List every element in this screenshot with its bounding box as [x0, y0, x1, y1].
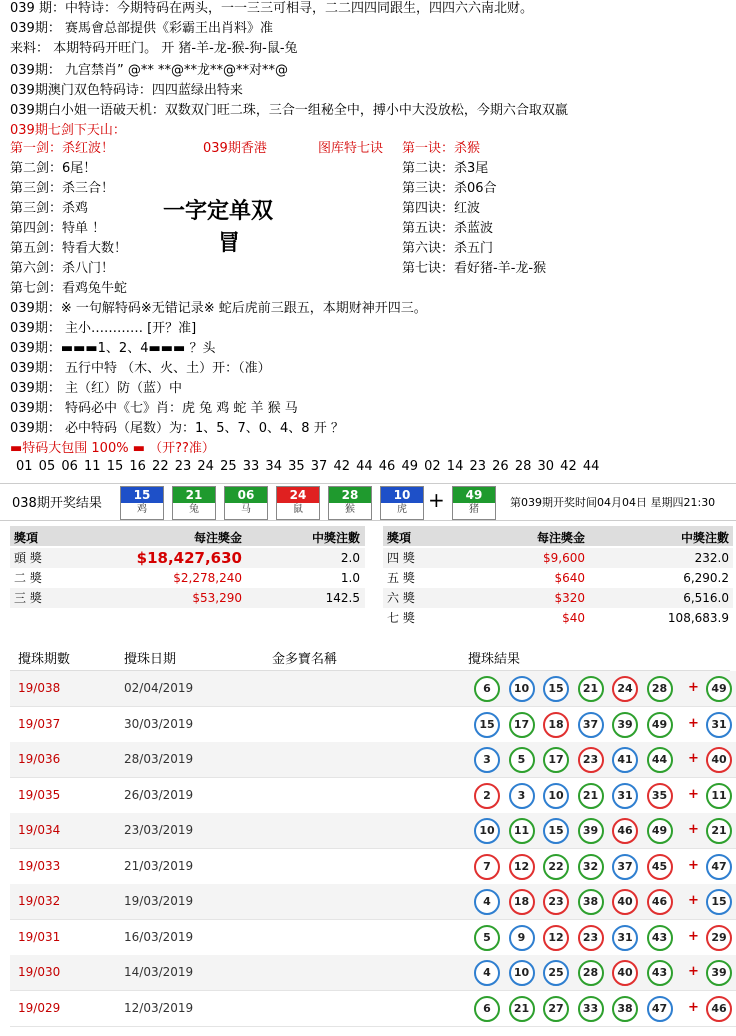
- right-column-line: 第一诀：杀猴: [402, 141, 481, 156]
- middle-label-1: 039期香港: [203, 141, 267, 156]
- plus-sign: +: [688, 786, 699, 802]
- result-number-ball: 46: [612, 818, 638, 844]
- prize-count: 142.5: [325, 591, 360, 605]
- result-number-ball: 45: [647, 854, 673, 880]
- result-ball: [328, 486, 372, 520]
- result-number-ball: 21: [578, 676, 604, 702]
- result-number-ball: 4: [474, 960, 500, 986]
- text-line: 039期澳门双色特码诗：四四蓝绿出特来: [10, 83, 243, 98]
- right-column-line: 第四诀：红波: [402, 201, 481, 216]
- prize-row: [10, 568, 365, 588]
- special-number-ball: 47: [706, 854, 732, 880]
- text-line: 039期： 五行中特 （木、火、土）开：（准）: [10, 361, 271, 376]
- header-result: 攪珠結果: [468, 652, 521, 667]
- text-line: 039期白小姐一语破天机：双数双门旺二珠，三合一组秘全中，搏小中大没放松，今期六合取双嬴: [10, 103, 568, 118]
- ball-number: 06: [225, 487, 267, 503]
- result-number-ball: 31: [612, 925, 638, 951]
- result-ball: [224, 486, 268, 520]
- text-line: 039期： 赛馬會总部提供《彩霸王出肖料》准: [10, 21, 273, 36]
- draw-period[interactable]: 19/038: [18, 681, 61, 695]
- text-line: 039期：※ 一句解特码※无错记录※ 蛇后虎前三跟五，本期财神开四三。: [10, 301, 427, 316]
- result-number-ball: 43: [647, 925, 673, 951]
- result-number-ball: 7: [474, 854, 500, 880]
- result-number-ball: 11: [509, 818, 535, 844]
- prize-name: 頭 獎: [14, 551, 42, 565]
- prize-count: 1.0: [340, 571, 360, 585]
- prize-amount: $18,427,630: [136, 549, 242, 567]
- result-number-ball: 37: [612, 854, 638, 880]
- prize-header: 獎項 每注獎金 中獎注數: [10, 526, 365, 546]
- result-number-ball: 10: [474, 818, 500, 844]
- result-number-ball: 27: [543, 996, 569, 1022]
- result-number-ball: 17: [509, 712, 535, 738]
- plus-sign: +: [688, 999, 699, 1015]
- history-row: [10, 707, 736, 743]
- ball-zodiac: 鼠: [293, 504, 303, 515]
- draw-period[interactable]: 19/030: [18, 965, 61, 979]
- result-ball: [120, 486, 164, 520]
- result-number-ball: 15: [474, 712, 500, 738]
- special-number-ball: 21: [706, 818, 732, 844]
- history-row: [10, 742, 736, 778]
- result-bar: [0, 483, 736, 521]
- draw-period[interactable]: 19/037: [18, 716, 61, 731]
- prize-amount: $40: [562, 611, 585, 625]
- result-number-ball: 49: [647, 712, 673, 738]
- result-number-ball: 6: [474, 996, 500, 1022]
- history-row: [10, 955, 736, 991]
- plus-sign: +: [688, 822, 699, 837]
- text-line: 第一剑：杀红波！: [10, 141, 115, 156]
- result-number-ball: 40: [612, 889, 638, 915]
- history-row: [10, 920, 736, 956]
- prize-name: 二 獎: [14, 571, 42, 585]
- plus-sign: +: [688, 893, 699, 908]
- draw-date: 21/03/2019: [124, 858, 194, 873]
- prize-amount: $53,290: [192, 591, 242, 605]
- plus-sign: +: [688, 751, 699, 766]
- right-column-line: 第二诀：杀3尾: [402, 161, 489, 176]
- draw-period[interactable]: 19/035: [18, 787, 61, 802]
- draw-date: 28/03/2019: [124, 752, 194, 766]
- result-number-ball: 32: [578, 854, 604, 880]
- text-line: 第二剑：6尾！: [10, 161, 97, 176]
- prize-name: 六 獎: [387, 591, 415, 605]
- special-number-ball: 31: [706, 712, 732, 738]
- prize-count: 6,516.0: [683, 591, 729, 605]
- ball-zodiac: 兔: [189, 504, 199, 515]
- middle-label-2: 图库特七诀: [318, 141, 384, 156]
- text-line: 第三剑：杀三合！: [10, 181, 115, 196]
- result-number-ball: 33: [578, 996, 604, 1022]
- prize-amount: $9,600: [543, 551, 585, 565]
- ball-number: 10: [381, 487, 423, 503]
- draw-date: 12/03/2019: [124, 1000, 194, 1015]
- history-row: [10, 991, 736, 1027]
- right-column-line: 第七诀：看好猪-羊-龙-猴: [402, 261, 547, 276]
- result-ball: [380, 486, 424, 520]
- result-number-ball: 38: [578, 889, 604, 915]
- right-column-line: 第六诀：杀五门: [402, 241, 494, 256]
- result-number-ball: 37: [578, 712, 604, 738]
- result-number-ball: 15: [543, 818, 569, 844]
- text-line: 039期： 特码必中《七》肖：虎 兔 鸡 蛇 羊 猴 马: [10, 401, 298, 416]
- draw-period[interactable]: 19/033: [18, 858, 61, 873]
- text-line: 第四剑：特单 ！: [10, 221, 106, 236]
- result-ball: [276, 486, 320, 520]
- prize-name: 五 獎: [387, 571, 415, 585]
- plus-sign: +: [688, 964, 699, 979]
- special-number-ball: 39: [706, 960, 732, 986]
- result-number-ball: 38: [612, 996, 638, 1022]
- text-line: 039期： 主小………… [开？准]: [10, 321, 197, 336]
- history-row: [10, 884, 736, 920]
- history-row: [10, 671, 736, 707]
- ball-zodiac: 猪: [469, 504, 479, 515]
- result-number-ball: 39: [612, 712, 638, 738]
- text-line: 039期： 主（红）防（蓝）中: [10, 381, 182, 396]
- ball-number: 28: [329, 487, 371, 503]
- result-label: 038期开奖结果: [12, 496, 102, 511]
- result-number-ball: 2: [474, 783, 500, 809]
- draw-date: 26/03/2019: [124, 787, 194, 802]
- result-number-ball: 17: [543, 747, 569, 773]
- prize-name: 七 獎: [387, 611, 415, 625]
- prize-row: [383, 588, 733, 608]
- result-number-ball: 35: [647, 783, 673, 809]
- result-number-ball: 25: [543, 960, 569, 986]
- prize-row: [10, 588, 365, 608]
- special-number-ball: 49: [706, 676, 732, 702]
- prize-count: 108,683.9: [667, 611, 729, 625]
- result-number-ball: 28: [578, 960, 604, 986]
- plus-sign: +: [688, 857, 699, 873]
- result-number-ball: 12: [543, 925, 569, 951]
- special-number-ball: 15: [706, 889, 732, 915]
- history-row: [10, 778, 736, 814]
- result-number-ball: 21: [578, 783, 604, 809]
- result-number-ball: 39: [578, 818, 604, 844]
- prize-row: [383, 608, 733, 628]
- ball-zodiac: 鸡: [137, 504, 147, 515]
- right-column-line: 第三诀：杀06合: [402, 181, 497, 196]
- result-number-ball: 5: [509, 747, 535, 773]
- result-number-ball: 9: [509, 925, 535, 951]
- draw-date: 23/03/2019: [124, 823, 194, 837]
- headline-text: 一字定单双: [163, 199, 274, 224]
- result-number-ball: 15: [543, 676, 569, 702]
- prize-row: [10, 548, 365, 568]
- draw-period[interactable]: 19/034: [18, 823, 61, 837]
- result-number-ball: 10: [543, 783, 569, 809]
- next-draw-info: 第039期开奖时间04月04日 星期四21:30: [510, 496, 716, 509]
- ball-zodiac: 马: [241, 504, 251, 515]
- result-number-ball: 28: [647, 676, 673, 702]
- result-number-ball: 40: [612, 960, 638, 986]
- result-number-ball: 12: [509, 854, 535, 880]
- result-ball: [452, 486, 496, 520]
- plus-sign: +: [428, 488, 445, 512]
- text-line: 第六剑：杀八门！: [10, 261, 115, 276]
- prize-amount: $640: [554, 571, 585, 585]
- prize-amount: $2,278,240: [173, 571, 242, 585]
- prize-name: 三 獎: [14, 591, 42, 605]
- draw-date: 02/04/2019: [124, 681, 194, 695]
- result-number-ball: 21: [509, 996, 535, 1022]
- result-number-ball: 6: [474, 676, 500, 702]
- result-number-ball: 44: [647, 747, 673, 773]
- history-row: [10, 813, 736, 849]
- text-line: 039期七剑下天山：: [10, 123, 126, 138]
- ball-number: 21: [173, 487, 215, 503]
- draw-date: 16/03/2019: [124, 929, 194, 944]
- result-number-ball: 24: [612, 676, 638, 702]
- result-number-ball: 3: [474, 747, 500, 773]
- prize-count: 6,290.2: [683, 571, 729, 585]
- text-line: 第七剑：看鸡兔牛蛇: [10, 281, 128, 296]
- draw-period[interactable]: 19/029: [18, 1000, 61, 1015]
- prize-name: 四 獎: [387, 551, 415, 565]
- result-ball: [172, 486, 216, 520]
- prize-row: [383, 568, 733, 588]
- result-number-ball: 5: [474, 925, 500, 951]
- result-number-ball: 43: [647, 960, 673, 986]
- number-line: 01 05 06 11 15 16 22 23 24 25 33 34 35 37 42 44 46 49 02 14 23 26 28 30 42 44: [16, 459, 600, 474]
- text-line: 039期： 必中特码（尾数）为：1、5、7、0、4、8 开 ？: [10, 421, 344, 436]
- ball-number: 49: [453, 487, 495, 503]
- result-number-ball: 18: [509, 889, 535, 915]
- special-number-ball: 40: [706, 747, 732, 773]
- special-number-ball: 46: [706, 996, 732, 1022]
- text-line: 039期： 九宫禁肖” @** **@**龙**@**对**@: [10, 63, 288, 78]
- draw-period[interactable]: 19/036: [18, 752, 61, 766]
- result-number-ball: 3: [509, 783, 535, 809]
- text-line: 第三剑：杀鸡: [10, 201, 89, 216]
- special-number-ball: 11: [706, 783, 732, 809]
- result-number-ball: 46: [647, 889, 673, 915]
- result-number-ball: 18: [543, 712, 569, 738]
- result-number-ball: 10: [509, 960, 535, 986]
- result-number-ball: 22: [543, 854, 569, 880]
- result-number-ball: 41: [612, 747, 638, 773]
- text-line: 第五剑：特看大数！: [10, 241, 128, 256]
- draw-period[interactable]: 19/031: [18, 929, 61, 944]
- result-number-ball: 49: [647, 818, 673, 844]
- result-number-ball: 23: [578, 747, 604, 773]
- prize-count: 232.0: [694, 551, 729, 565]
- headline-text-2: 冒: [218, 231, 241, 256]
- history-header: [10, 642, 730, 671]
- prize-row: [383, 548, 733, 568]
- result-number-ball: 10: [509, 676, 535, 702]
- draw-date: 30/03/2019: [124, 716, 194, 731]
- history-row: [10, 849, 736, 885]
- plus-sign: +: [688, 680, 699, 695]
- plus-sign: +: [688, 715, 699, 731]
- prize-count: 2.0: [340, 551, 360, 565]
- header-name: 金多寶名稱: [272, 652, 338, 667]
- text-line: 039期：▬▬▬1、2、4▬▬▬ ？头: [10, 341, 216, 356]
- result-number-ball: 4: [474, 889, 500, 915]
- header-period: 攪珠期數: [18, 652, 71, 667]
- draw-date: 14/03/2019: [124, 965, 194, 979]
- result-number-ball: 23: [543, 889, 569, 915]
- ball-zodiac: 猴: [345, 504, 355, 515]
- text-line: ▬特码大包围 100% ▬ （开??准）: [10, 441, 215, 456]
- ball-zodiac: 虎: [397, 504, 407, 515]
- draw-period[interactable]: 19/032: [18, 894, 61, 908]
- ball-number: 15: [121, 487, 163, 503]
- result-number-ball: 31: [612, 783, 638, 809]
- draw-date: 19/03/2019: [124, 894, 194, 908]
- prize-header: 獎項 每注獎金 中獎注數: [383, 526, 733, 546]
- special-number-ball: 29: [706, 925, 732, 951]
- ball-number: 24: [277, 487, 319, 503]
- prize-amount: $320: [554, 591, 585, 605]
- text-line: 来料： 本期特码开旺门。 开 猪-羊-龙-猴-狗-鼠-兔: [10, 41, 298, 56]
- header-date: 攪珠日期: [124, 652, 177, 667]
- result-number-ball: 47: [647, 996, 673, 1022]
- result-number-ball: 23: [578, 925, 604, 951]
- right-column-line: 第五诀：杀蓝波: [402, 221, 494, 236]
- text-line: 039 期：中特诗：今期特码在两头，一一三三可相寻，二二四四同跟生，四四六六南北财。: [10, 1, 533, 16]
- plus-sign: +: [688, 928, 699, 944]
